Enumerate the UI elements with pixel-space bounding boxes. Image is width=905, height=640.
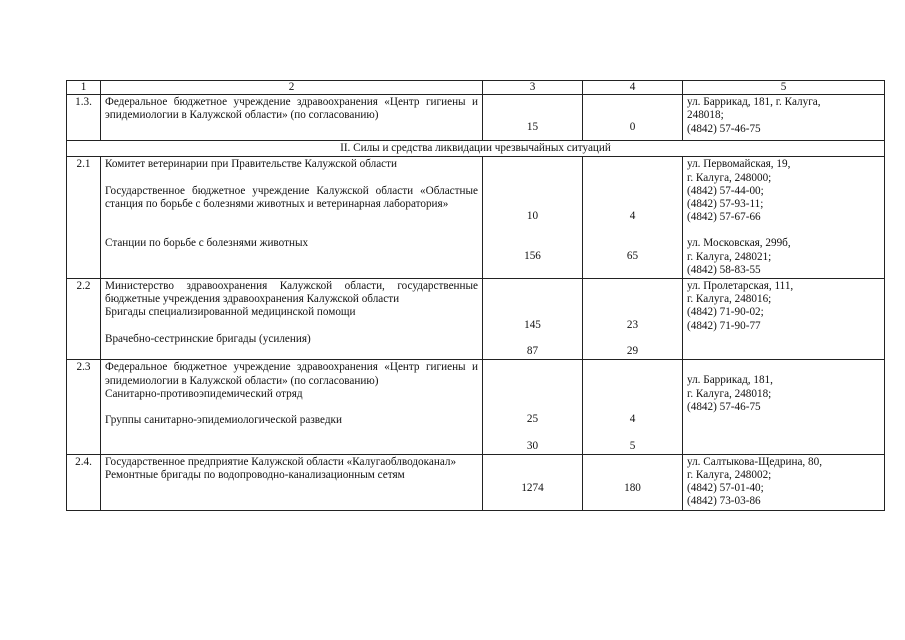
count-cell [583, 157, 683, 279]
count-cell [483, 279, 583, 360]
address-line: (4842) 57-01-40; [687, 482, 764, 495]
address-line: (4842) 58-83-55 [687, 263, 761, 276]
row-number: 2.3 [67, 360, 101, 454]
address-line: ул. Баррикад, 181, г. Калуга, [687, 96, 821, 109]
count-value: 29 [626, 345, 639, 358]
resources-table [66, 80, 885, 511]
count-value: 145 [524, 319, 541, 332]
count-value: 30 [526, 439, 539, 452]
table-row [67, 95, 885, 141]
count-cell [483, 454, 583, 510]
organization-cell [101, 454, 483, 510]
row-number: 2.1 [67, 157, 101, 279]
count-value: 180 [624, 481, 641, 494]
address-line: г. Калуга, 248002; [687, 469, 772, 482]
address-cell [683, 157, 885, 279]
address-line: (4842) 57-46-75 [687, 400, 761, 413]
address-line: ул. Баррикад, 181, [687, 374, 773, 387]
address-line: (4842) 57-93-11; [687, 198, 764, 211]
organization-name: Государственное бюджетное учреждение Калужской области «Областные станция по борьбе с болезнями животных и ветеринарная лаборатория» [105, 184, 478, 210]
count-value: 4 [629, 413, 636, 426]
count-cell [483, 157, 583, 279]
count-cell [583, 360, 683, 454]
organization-name: Федеральное бюджетное учреждение здравоохранения «Центр гигиены и эпидемиологии в Калужской области» (по согласованию) [105, 361, 478, 387]
unit-name: Бригады специализированной медицинской помощи [105, 306, 356, 319]
count-cell: 15 [483, 95, 583, 141]
count-cell: 0 [583, 95, 683, 141]
unit-name: Врачебно-сестринские бригады (усиления) [105, 332, 311, 345]
address-line: ул. Первомайская, 19, [687, 158, 791, 171]
organization-name: Государственное предприятие Калужской области «Калугаоблводоканал» [105, 455, 457, 468]
row-number: 2.4. [67, 454, 101, 510]
organization-cell [101, 95, 483, 141]
count-value: 4 [629, 210, 636, 223]
unit-name: Санитарно-противоэпидемический отряд [105, 387, 303, 400]
address-line: ул. Московская, 299б, [687, 237, 791, 250]
count-value: 5 [629, 439, 636, 452]
count-cell [483, 360, 583, 454]
address-line: 248018; [687, 109, 724, 122]
address-cell [683, 95, 885, 141]
unit-name: Станции по борьбе с болезнями животных [105, 237, 309, 250]
table-row [67, 157, 885, 279]
count-value: 65 [626, 249, 639, 262]
count-value: 156 [524, 249, 541, 262]
organization-cell [101, 360, 483, 454]
count-value: 87 [526, 345, 539, 358]
address-line: (4842) 71-90-02; [687, 306, 764, 319]
address-cell [683, 454, 885, 510]
count-value: 1274 [521, 481, 544, 494]
row-number: 1.3. [67, 95, 101, 141]
organization-cell [101, 279, 483, 360]
count-value: 23 [626, 319, 639, 332]
row-number: 2.2 [67, 279, 101, 360]
table-row [67, 360, 885, 454]
organization-name: Министерство здравоохранения Калужской области, государственные бюджетные учреждения здравоохранения Калужской области [105, 280, 478, 306]
column-number: 5 [683, 81, 885, 95]
column-number: 4 [583, 81, 683, 95]
address-line: (4842) 57-46-75 [687, 122, 761, 135]
address-line: г. Калуга, 248016; [687, 293, 772, 306]
count-value: 10 [526, 210, 539, 223]
count-cell [583, 454, 683, 510]
address-line: ул. Пролетарская, 111, [687, 280, 794, 293]
organization-name: Федеральное бюджетное учреждение здравоохранения «Центр гигиены и эпидемиологии в Калужской области» (по согласованию) [105, 96, 478, 122]
address-line: (4842) 73-03-86 [687, 495, 761, 508]
unit-name: Группы санитарно-эпидемиологической разведки [105, 414, 342, 427]
count-cell [583, 279, 683, 360]
address-line: (4842) 57-44-00; [687, 184, 764, 197]
address-line: ул. Салтыкова-Щедрина, 80, [687, 455, 822, 468]
address-line: г. Калуга, 248000; [687, 171, 772, 184]
column-number: 2 [101, 81, 483, 95]
section-row [67, 141, 885, 157]
address-line: г. Калуга, 248021; [687, 250, 772, 263]
unit-name: Ремонтные бригады по водопроводно-канализационным сетям [105, 469, 405, 482]
address-cell [683, 279, 885, 360]
address-line: (4842) 71-90-77 [687, 319, 761, 332]
column-number: 1 [67, 81, 101, 95]
organization-cell [101, 157, 483, 279]
column-number: 3 [483, 81, 583, 95]
address-cell [683, 360, 885, 454]
table-row [67, 454, 885, 510]
address-line: г. Калуга, 248018; [687, 387, 772, 400]
organization-name: Комитет ветеринарии при Правительстве Калужской области [105, 158, 398, 171]
address-line: (4842) 57-67-66 [687, 211, 761, 224]
section-title: II. Силы и средства ликвидации чрезвычайных ситуаций [67, 141, 885, 157]
count-value: 25 [526, 413, 539, 426]
table-row [67, 279, 885, 360]
column-number-row [67, 81, 885, 95]
